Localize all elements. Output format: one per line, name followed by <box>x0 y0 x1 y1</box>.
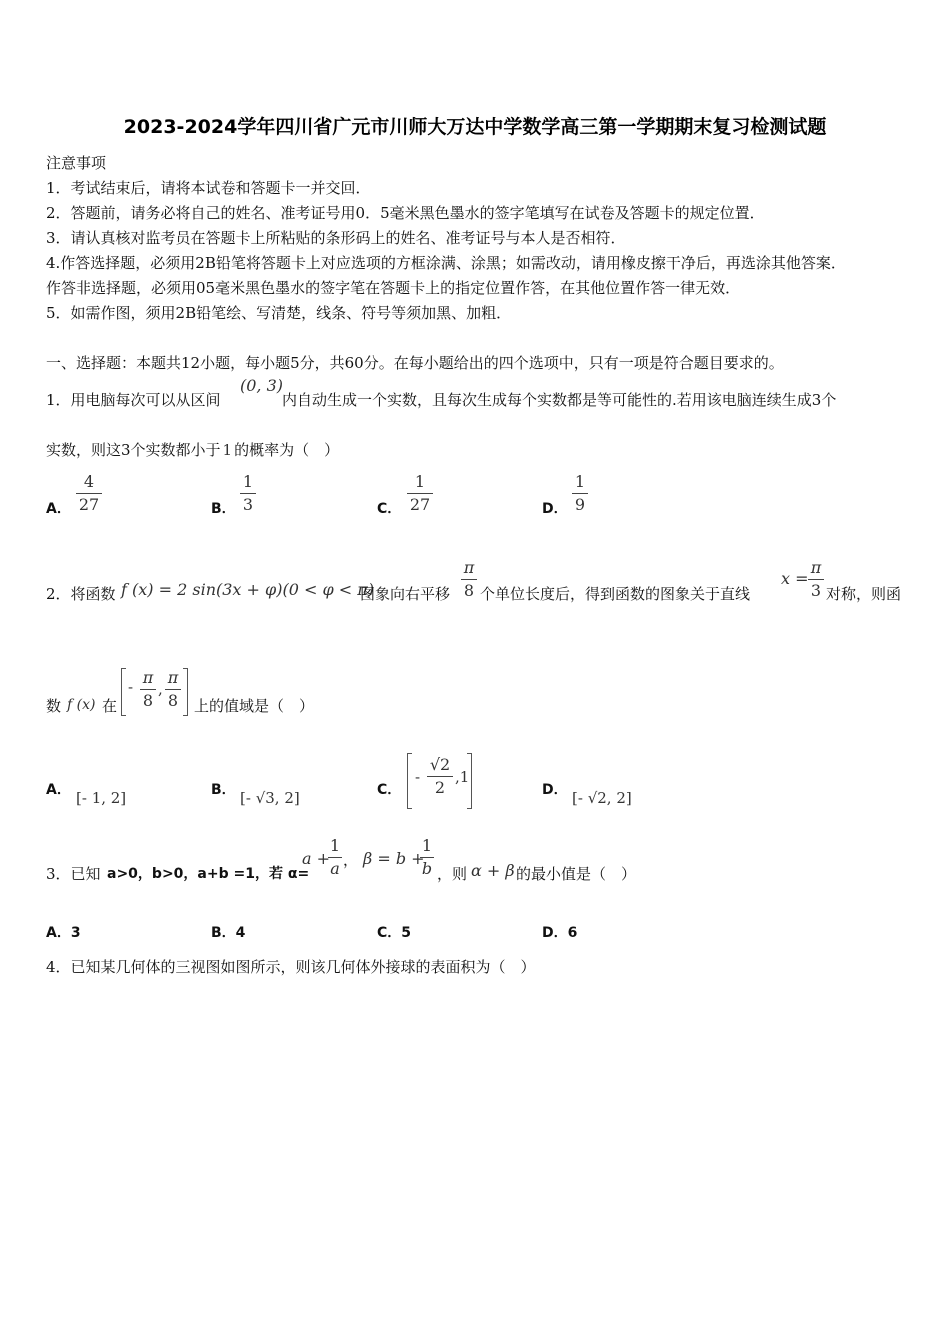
q3-option-c-label: C． <box>377 925 402 941</box>
q1-option-d-num: 1 <box>574 472 586 491</box>
q2-interval-den-1: 8 <box>142 691 154 710</box>
q1-option-a-label[interactable]: A． <box>46 501 71 517</box>
q1-option-b-num: 1 <box>242 472 254 491</box>
q2-option-c-fraction <box>427 755 453 798</box>
q4-text: 4．已知某几何体的三视图如图所示，则该几何体外接球的表面积为（ ） <box>46 958 536 976</box>
q1-text-a: 1．用电脑每次可以从区间 <box>46 391 221 409</box>
q3-beta-b: β = b + <box>363 849 425 868</box>
q3-comma: ， <box>343 851 359 869</box>
q2-line-fraction <box>808 558 824 601</box>
notice-item-4: 4.作答选择题，必须用2B铅笔将答题卡上对应选项的方框涂满、涂黑；如需改动，请用橡皮擦干净后，再选涂其他答案． <box>46 254 846 272</box>
q2-option-c-left-bracket <box>407 753 412 809</box>
q1-option-c-fraction <box>407 472 433 515</box>
q2-option-c-den: 2 <box>434 778 446 797</box>
q3-text-b: ，则 <box>437 865 468 883</box>
q2-interval-num-2: π <box>167 668 179 687</box>
q3-text-c: 的最小值是（ ） <box>516 865 637 883</box>
q1-option-b-den: 3 <box>242 495 254 514</box>
q1-option-a-fraction <box>76 472 102 515</box>
q3-option-a-value: 3 <box>70 925 81 941</box>
q2-line-num: π <box>810 558 822 577</box>
q1-line1 <box>46 389 221 410</box>
q3-text-a: 3．已知 <box>46 865 101 883</box>
q3-option-d-label: D． <box>542 925 568 941</box>
q1-one: 1 <box>222 441 233 459</box>
q3-sum: α + β <box>471 861 515 880</box>
page-title: 2023-2024学年四川省广元市川师大万达中学数学高三第一学期期末复习检测试题 <box>123 116 827 138</box>
q2-interval-right-bracket <box>183 668 188 716</box>
q2-interval-minus: - <box>128 678 134 696</box>
notice-item-4b: 作答非选择题，必须用05毫米黑色墨水的签字笔在答题卡上的指定位置作答，在其他位置作答一律无效． <box>46 279 741 297</box>
q3-option-d-value: 6 <box>567 925 578 941</box>
q3-option-a[interactable] <box>46 922 81 942</box>
q1-option-c-label[interactable]: C． <box>377 501 402 517</box>
q2-text-f: 在 <box>102 697 118 715</box>
q2-option-c-minus: - <box>415 768 421 786</box>
q3-frac-2 <box>420 836 434 879</box>
q2-option-d-value: [- √2, 2] <box>572 789 632 807</box>
q3-frac-2-den: b <box>421 859 433 878</box>
q3-option-d[interactable] <box>542 922 577 942</box>
q3-option-c[interactable] <box>377 922 411 942</box>
q3-option-b-value: 4 <box>235 925 246 941</box>
q3-option-c-value: 5 <box>401 925 412 941</box>
q1-option-a-num: 4 <box>83 472 95 491</box>
q1-line2 <box>46 439 339 460</box>
q3-option-b[interactable] <box>211 922 245 942</box>
q1-option-a-den: 27 <box>78 495 100 514</box>
q1-option-d-label[interactable]: D． <box>542 501 568 517</box>
q1-option-c-den: 27 <box>409 495 431 514</box>
q2-option-d-label[interactable]: D． <box>542 782 568 798</box>
q3-alpha-a: a + <box>302 849 331 868</box>
q2-function: f (x) = 2 sin(3x + φ)(0 < φ < π) <box>121 580 374 599</box>
q2-option-a-label[interactable]: A． <box>46 782 71 798</box>
q2-option-c-num: √2 <box>429 755 451 774</box>
q2-text-c: 个单位长度后，得到函数的图象关于直线 <box>480 585 751 603</box>
q2-fx: f (x) <box>67 697 96 713</box>
q1-interval: (0, 3) <box>240 376 284 395</box>
q2-text-d: 对称，则函 <box>826 585 902 603</box>
q2-option-b-value: [- √3, 2] <box>240 789 300 807</box>
notice-item-1: 1．考试结束后，请将本试卷和答题卡一并交回． <box>46 179 371 197</box>
q3-conditions: a>0，b>0，a+b =1，若 α= <box>107 866 310 882</box>
q1-option-b-fraction <box>240 472 256 515</box>
q1-option-b-label[interactable]: B． <box>211 501 236 517</box>
q2-interval-frac-1 <box>140 668 156 711</box>
q2-shift-den: 8 <box>463 581 475 600</box>
q1-option-d-den: 9 <box>574 495 586 514</box>
q2-option-c-tail: ,1 <box>455 768 470 786</box>
q3-frac-2-num: 1 <box>421 836 433 855</box>
q1-option-c-num: 1 <box>414 472 426 491</box>
notice-item-2: 2．答题前，请务必将自己的姓名、准考证号用0．5毫米黑色墨水的签字笔填写在试卷及答题卡的规定位置． <box>46 204 765 222</box>
q3-frac-1-den: a <box>330 859 340 878</box>
q2-interval-num-1: π <box>142 668 154 687</box>
notice-item-5: 5．如需作图，须用2B铅笔绘、写清楚，线条、符号等须加黑、加粗． <box>46 304 512 322</box>
q2-line-den: 3 <box>810 581 822 600</box>
q1-option-d-fraction <box>572 472 588 515</box>
q3-frac-1-num: 1 <box>329 836 341 855</box>
q1-text-c: 实数，则这3个实数都小于 <box>46 441 221 459</box>
q2-text-a: 2．将函数 <box>46 585 116 603</box>
q2-interval-den-2: 8 <box>167 691 179 710</box>
q2-line-x: x = <box>781 569 809 588</box>
notice-heading: 注意事项 <box>46 154 107 172</box>
q2-option-c-label[interactable]: C． <box>377 782 402 798</box>
q3-option-a-label: A． <box>46 925 71 941</box>
q1-text-b: 内自动生成一个实数，且每次生成每个实数都是等可能性的.若用该电脑连续生成3个 <box>282 391 837 409</box>
q2-interval-left-bracket <box>121 668 126 716</box>
q3-frac-1 <box>328 836 342 879</box>
q2-shift-num: π <box>463 558 475 577</box>
section-heading: 一、选择题：本题共12小题，每小题5分，共60分。在每小题给出的四个选项中，只有一项是符合题目要求的。 <box>46 354 784 372</box>
q2-interval-frac-2 <box>165 668 181 711</box>
q2-text-g: 上的值域是（ ） <box>194 697 315 715</box>
q1-text-d: 的概率为（ ） <box>234 441 340 459</box>
q2-option-c-right-bracket <box>467 753 472 809</box>
q3-option-b-label: B． <box>211 925 236 941</box>
q2-interval-comma: , <box>158 680 163 698</box>
q2-text-e: 数 <box>46 697 62 715</box>
q2-text-b: 图象向右平移 <box>360 585 451 603</box>
q2-option-b-label[interactable]: B． <box>211 782 236 798</box>
notice-item-3: 3．请认真核对监考员在答题卡上所粘贴的条形码上的姓名、准考证号与本人是否相符． <box>46 229 626 247</box>
q2-shift-fraction <box>461 558 477 601</box>
q2-option-a-value: [- 1, 2] <box>76 789 127 807</box>
